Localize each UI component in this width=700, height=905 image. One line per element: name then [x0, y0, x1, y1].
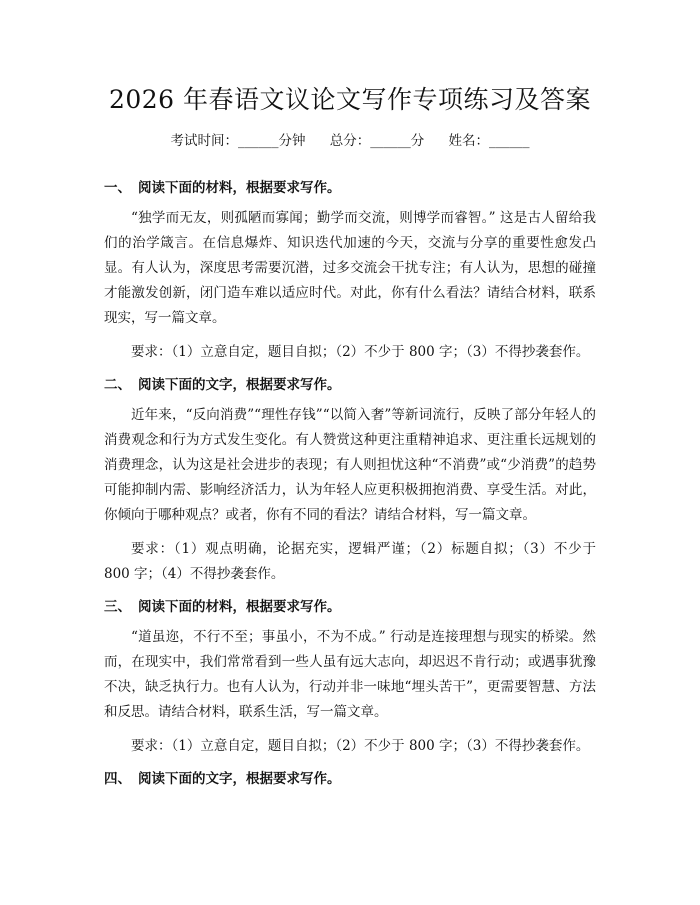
section-title: 阅读下面的文字，根据要求写作。 — [138, 377, 341, 393]
section-3 — [104, 597, 596, 759]
section-heading — [104, 769, 596, 789]
section-heading — [104, 375, 596, 395]
section-4 — [104, 769, 596, 789]
section-material: 近年来，“反向消费”“理性存钱”“以简入奢”等新词流行，反映了部分年轻人的消费观念和行为方式发生变化。有人赞赏这种更注重精神追求、更注重长远规划的消费理念，认为这是社会进步的表现；有人则担忧这种“不消费”或“少消费”的趋势可能抑制内需、影响经济活力，认为年轻人应更积极拥抱消费、享受生活。对此，你倾向于哪种观点？或者，你有不同的看法？请结合材料，写一篇文章。 — [104, 407, 596, 523]
section-title: 阅读下面的文字，根据要求写作。 — [138, 771, 341, 787]
section-title: 阅读下面的材料，根据要求写作。 — [138, 599, 341, 615]
section-number: 四、 — [104, 771, 131, 787]
exam-info — [104, 130, 596, 152]
student-name: 姓名：______ — [448, 133, 530, 149]
section-requirement: 要求：（1）立意自定，题目自拟；（2）不少于 800 字；（3）不得抄袭套作。 — [131, 738, 590, 754]
section-heading — [104, 597, 596, 617]
section-1 — [104, 178, 596, 365]
section-material: “独学而无友，则孤陋而寡闻；勤学而交流，则博学而睿智。” 这是古人留给我们的治学箴言。在信息爆炸、知识迭代加速的今天，交流与分享的重要性愈发凸显。有人认为，深度思考需要沉潜，过多交流会干扰专注；有人认为，思想的碰撞才能激发创新，闭门造车难以适应时代。对此，你有什么看法？请结合材料，联系现实，写一篇文章。 — [104, 210, 596, 326]
section-requirement: 要求：（1）观点明确，论据充实，逻辑严谨；（2）标题自拟；（3）不少于 800 字；（4）不得抄袭套作。 — [104, 541, 596, 582]
section-title: 阅读下面的材料，根据要求写作。 — [138, 180, 341, 196]
exam-time: 考试时间：______分钟 — [170, 133, 306, 149]
section-number: 三、 — [104, 599, 131, 615]
exam-score: 总分：______分 — [329, 133, 425, 149]
section-number: 一、 — [104, 180, 131, 196]
section-material: “道虽迩，不行不至；事虽小，不为不成。” 行动是连接理想与现实的桥梁。然而，在现实中，我们常常看到一些人虽有远大志向，却迟迟不肯行动；或遇事犹豫不决，缺乏执行力。也有人认为，行动并非一味地“埋头苦干”，更需要智慧、方法和反思。请结合材料，联系生活，写一篇文章。 — [104, 629, 596, 720]
section-requirement: 要求：（1）立意自定，题目自拟；（2）不少于 800 字；（3）不得抄袭套作。 — [131, 344, 590, 360]
section-heading — [104, 178, 596, 198]
page-title: 2026 年春语文议论文写作专项练习及答案 — [108, 85, 592, 114]
section-2 — [104, 375, 596, 587]
section-number: 二、 — [104, 377, 131, 393]
